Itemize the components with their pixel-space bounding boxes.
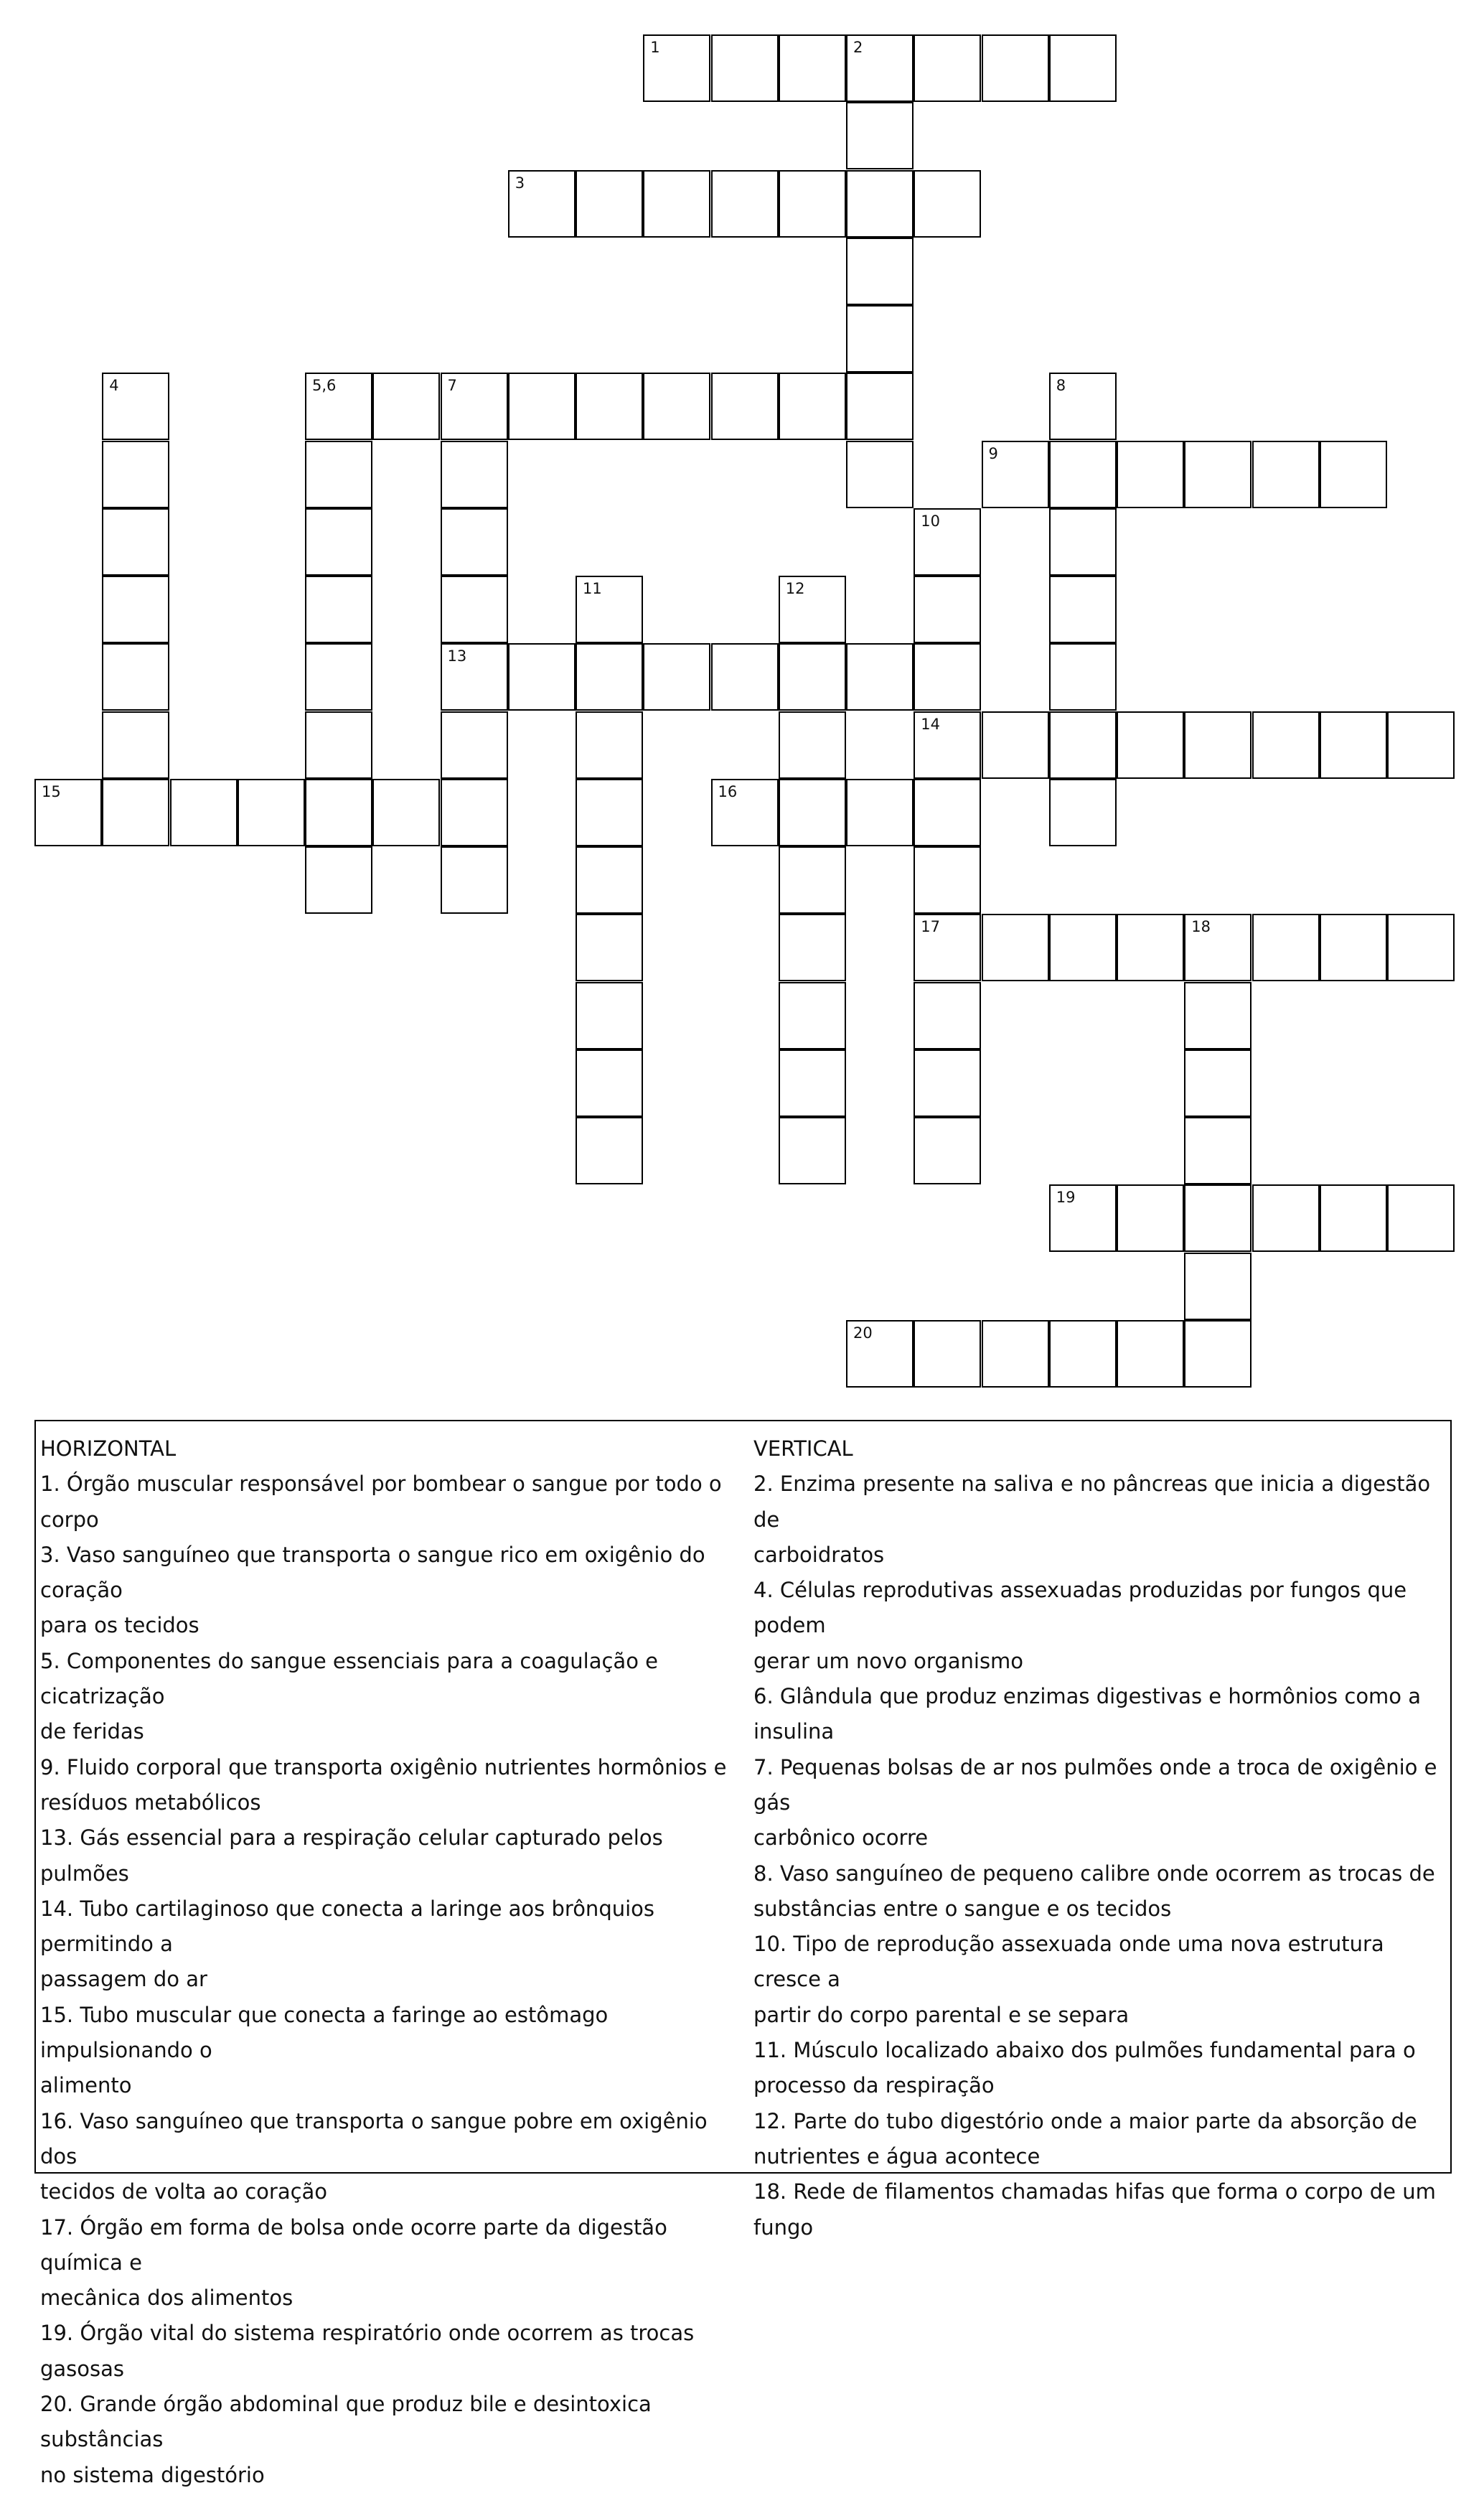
clue-line: 15. Tubo muscular que conecta a faringe ao estômago impulsionando o	[40, 2002, 609, 2063]
crossword-cell[interactable]	[779, 846, 846, 914]
crossword-cell[interactable]	[1184, 1184, 1251, 1252]
clue-number: 19	[1056, 1189, 1076, 1207]
crossword-cell[interactable]	[441, 508, 508, 576]
crossword-cell[interactable]	[1387, 711, 1455, 779]
crossword-cell[interactable]	[982, 711, 1049, 779]
clue-number: 7	[447, 377, 457, 395]
crossword-cell[interactable]	[846, 441, 914, 508]
crossword-cell[interactable]	[846, 373, 914, 440]
crossword-cell[interactable]	[102, 373, 169, 440]
crossword-cell[interactable]	[576, 711, 643, 779]
crossword-cell[interactable]	[1320, 711, 1387, 779]
crossword-cell[interactable]	[372, 779, 440, 846]
crossword-cell[interactable]	[508, 373, 576, 440]
crossword-cell[interactable]	[102, 711, 169, 779]
crossword-cell[interactable]	[305, 779, 372, 846]
crossword-cell[interactable]	[982, 34, 1049, 102]
crossword-cell[interactable]	[779, 779, 846, 846]
crossword-cell[interactable]	[102, 643, 169, 711]
crossword-cell[interactable]	[441, 779, 508, 846]
crossword-cell[interactable]	[1387, 1184, 1455, 1252]
crossword-cell[interactable]	[1049, 643, 1117, 711]
clue-number: 12	[785, 580, 805, 597]
crossword-cell[interactable]	[1049, 508, 1117, 576]
clue-line: 11. Músculo localizado abaixo dos pulmões fundamental para o	[753, 2038, 1416, 2063]
clue-line: 17. Órgão em forma de bolsa onde ocorre parte da digestão química e	[40, 2214, 667, 2275]
crossword-cell[interactable]	[1387, 914, 1455, 981]
crossword-cell[interactable]	[1184, 982, 1251, 1049]
crossword-cell[interactable]	[102, 779, 169, 846]
crossword-cell[interactable]	[779, 576, 846, 643]
crossword-cell[interactable]	[711, 643, 779, 711]
clue-line: 5. Componentes do sangue essenciais para a coagulação e cicatrização	[40, 1648, 659, 1709]
crossword-cell[interactable]	[1184, 1049, 1251, 1117]
crossword-cell[interactable]	[170, 779, 238, 846]
crossword-cell[interactable]	[1184, 1253, 1251, 1320]
crossword-cell[interactable]	[1117, 1320, 1184, 1388]
crossword-cell[interactable]	[779, 373, 846, 440]
crossword-cell[interactable]	[846, 34, 914, 102]
crossword-cell[interactable]	[576, 779, 643, 846]
clue-line: 6. Glândula que produz enzimas digestivas e hormônios como a insulina	[753, 1684, 1422, 1744]
crossword-cell[interactable]	[1184, 1320, 1251, 1388]
crossword-cell[interactable]	[914, 1320, 981, 1388]
crossword-cell[interactable]	[914, 576, 981, 643]
clue-number: 3	[515, 174, 525, 192]
crossword-cell[interactable]	[238, 779, 305, 846]
crossword-cell[interactable]	[643, 373, 710, 440]
crossword-cell[interactable]	[779, 170, 846, 238]
clue-number: 2	[853, 39, 863, 56]
clue-number: 15	[42, 782, 61, 800]
crossword-cell[interactable]	[914, 914, 981, 981]
crossword-cell[interactable]	[102, 441, 169, 508]
vertical-clues	[753, 1431, 1442, 2245]
crossword-cell[interactable]	[1117, 1184, 1184, 1252]
clue-number: 20	[853, 1324, 873, 1342]
crossword-cell[interactable]	[914, 711, 981, 779]
crossword-cell[interactable]	[305, 508, 372, 576]
clues-box	[34, 1420, 1452, 2487]
horizontal-title: HORIZONTAL	[40, 1436, 177, 1461]
crossword-cell[interactable]	[34, 779, 102, 846]
crossword-cell[interactable]	[846, 305, 914, 373]
crossword-cell[interactable]	[914, 170, 981, 238]
crossword-cell[interactable]	[846, 643, 914, 711]
clue-line: 2. Enzima presente na saliva e no pâncreas que inicia a digestão de	[753, 1472, 1431, 1532]
crossword-cell[interactable]	[441, 643, 508, 711]
clue-line: 9. Fluido corporal que transporta oxigênio nutrientes hormônios e	[40, 1754, 727, 1779]
clue-line: processo da respiração	[753, 2073, 995, 2098]
crossword-cell[interactable]	[982, 1320, 1049, 1388]
crossword-cell[interactable]	[1252, 441, 1320, 508]
crossword-cell[interactable]	[1049, 914, 1117, 981]
clue-line: gerar um novo organismo	[753, 1648, 1024, 1673]
crossword-cell[interactable]	[1184, 1117, 1251, 1184]
clue-line: 20. Grande órgão abdominal que produz bile e desintoxica substâncias	[40, 2392, 652, 2452]
crossword-cell[interactable]	[305, 643, 372, 711]
clue-line: 19. Órgão vital do sistema respiratório onde ocorrem as trocas gasosas	[40, 2321, 695, 2381]
crossword-cell[interactable]	[914, 34, 981, 102]
clue-number: 4	[109, 377, 119, 395]
clue-line: 13. Gás essencial para a respiração celular capturado pelos pulmões	[40, 1825, 663, 1886]
crossword-cell[interactable]	[441, 846, 508, 914]
crossword-cell[interactable]	[1049, 576, 1117, 643]
clue-number: 8	[1056, 377, 1066, 395]
clue-line: substâncias entre o sangue e os tecidos	[753, 1896, 1172, 1921]
clue-line: 1. Órgão muscular responsável por bombear o sangue por todo o corpo	[40, 1472, 722, 1532]
clue-line: 18. Rede de filamentos chamadas hifas que forma o corpo de um fungo	[753, 2179, 1436, 2240]
clue-number: 11	[583, 580, 602, 597]
clue-number: 1	[650, 39, 660, 56]
clue-line: carboidratos	[753, 1542, 885, 1567]
crossword-cell[interactable]	[1049, 373, 1117, 440]
crossword-cell[interactable]	[1117, 711, 1184, 779]
clue-number: 18	[1191, 918, 1211, 936]
clue-line: passagem do ar	[40, 1967, 207, 1992]
crossword-cell[interactable]	[846, 1320, 914, 1388]
crossword-cell[interactable]	[846, 779, 914, 846]
crossword-cell[interactable]	[711, 779, 779, 846]
clue-line: tecidos de volta ao coração	[40, 2179, 328, 2204]
crossword-cell[interactable]	[846, 238, 914, 305]
clue-line: partir do corpo parental e se separa	[753, 2002, 1130, 2027]
horizontal-clues	[40, 1431, 751, 2493]
clue-number: 13	[447, 647, 467, 665]
crossword-cell[interactable]	[1049, 34, 1117, 102]
crossword-cell[interactable]	[779, 982, 846, 1049]
crossword-cell[interactable]	[1320, 441, 1387, 508]
crossword-cell[interactable]	[914, 1049, 981, 1117]
crossword-cell[interactable]	[914, 643, 981, 711]
crossword-cell[interactable]	[914, 779, 981, 846]
crossword-cell[interactable]	[441, 373, 508, 440]
crossword-cell[interactable]	[982, 441, 1049, 508]
crossword-cell[interactable]	[305, 711, 372, 779]
crossword-cell[interactable]	[914, 846, 981, 914]
crossword-cell[interactable]	[576, 170, 643, 238]
crossword-cell[interactable]	[779, 643, 846, 711]
crossword-cell[interactable]	[711, 34, 779, 102]
clue-number: 17	[921, 918, 940, 936]
crossword-cell[interactable]	[1117, 441, 1184, 508]
crossword-cell[interactable]	[779, 711, 846, 779]
crossword-cell[interactable]	[305, 441, 372, 508]
crossword-cell[interactable]	[1184, 441, 1251, 508]
crossword-cell[interactable]	[441, 576, 508, 643]
clue-line: 12. Parte do tubo digestório onde a maior parte da absorção de	[753, 2108, 1417, 2133]
crossword-cell[interactable]	[576, 1049, 643, 1117]
crossword-cell[interactable]	[846, 102, 914, 169]
clue-number: 14	[921, 715, 940, 733]
clue-line: alimento	[40, 2073, 132, 2098]
crossword-cell[interactable]	[779, 1117, 846, 1184]
crossword-cell[interactable]	[1252, 711, 1320, 779]
crossword-cell[interactable]	[576, 373, 643, 440]
crossword-cell[interactable]	[982, 914, 1049, 981]
crossword-cell[interactable]	[1184, 711, 1251, 779]
crossword-cell[interactable]	[508, 643, 576, 711]
clue-line: de feridas	[40, 1719, 144, 1744]
crossword-cell[interactable]	[102, 576, 169, 643]
vertical-title: VERTICAL	[753, 1436, 853, 1461]
crossword-cell[interactable]	[305, 373, 372, 440]
crossword-cell[interactable]	[441, 441, 508, 508]
clue-line: 14. Tubo cartilaginoso que conecta a laringe aos brônquios permitindo a	[40, 1896, 655, 1957]
clue-number: 9	[988, 444, 998, 462]
clue-number: 5,6	[312, 377, 337, 395]
clue-line: no sistema digestório	[40, 2462, 265, 2487]
crossword-cell[interactable]	[102, 508, 169, 576]
crossword-cell[interactable]	[1117, 914, 1184, 981]
crossword-cell[interactable]	[305, 576, 372, 643]
crossword-cell[interactable]	[1049, 1320, 1117, 1388]
crossword-cell[interactable]	[1320, 1184, 1387, 1252]
crossword-cell[interactable]	[779, 914, 846, 981]
clue-line: 16. Vaso sanguíneo que transporta o sangue pobre em oxigênio dos	[40, 2108, 708, 2169]
clue-line: 7. Pequenas bolsas de ar nos pulmões onde a troca de oxigênio e gás	[753, 1754, 1437, 1815]
clue-number: 16	[718, 782, 738, 800]
clue-line: 4. Células reprodutivas assexuadas produzidas por fungos que podem	[753, 1578, 1407, 1638]
clue-line: mecânica dos alimentos	[40, 2286, 293, 2311]
crossword-cell[interactable]	[576, 643, 643, 711]
crossword-cell[interactable]	[846, 170, 914, 238]
crossword-cell[interactable]	[914, 508, 981, 576]
crossword-cell[interactable]	[576, 914, 643, 981]
crossword-cell[interactable]	[1049, 1184, 1117, 1252]
clue-line: 10. Tipo de reprodução assexuada onde uma nova estrutura cresce a	[753, 1932, 1384, 1992]
crossword-cell[interactable]	[1184, 914, 1251, 981]
crossword-cell[interactable]	[643, 643, 710, 711]
crossword-cell[interactable]	[441, 711, 508, 779]
crossword-cell[interactable]	[576, 846, 643, 914]
crossword-cell[interactable]	[779, 34, 846, 102]
crossword-cell[interactable]	[1049, 779, 1117, 846]
clue-number: 10	[921, 512, 940, 530]
crossword-cell[interactable]	[779, 1049, 846, 1117]
crossword-cell[interactable]	[914, 982, 981, 1049]
crossword-cell[interactable]	[508, 170, 576, 238]
crossword-cell[interactable]	[305, 846, 372, 914]
crossword-cell[interactable]	[576, 576, 643, 643]
crossword-cell[interactable]	[1320, 914, 1387, 981]
crossword-cell[interactable]	[1252, 1184, 1320, 1252]
crossword-cell[interactable]	[576, 1117, 643, 1184]
crossword-cell[interactable]	[711, 170, 779, 238]
crossword-cell[interactable]	[643, 170, 710, 238]
clue-line: resíduos metabólicos	[40, 1790, 261, 1815]
clue-line: 8. Vaso sanguíneo de pequeno calibre onde ocorrem as trocas de	[753, 1861, 1435, 1886]
crossword-cell[interactable]	[372, 373, 440, 440]
crossword-cell[interactable]	[914, 1117, 981, 1184]
clue-line: 3. Vaso sanguíneo que transporta o sangue rico em oxigênio do coração	[40, 1542, 705, 1603]
crossword-cell[interactable]	[711, 373, 779, 440]
crossword-cell[interactable]	[1252, 914, 1320, 981]
crossword-cell[interactable]	[1049, 711, 1117, 779]
crossword-cell[interactable]	[576, 982, 643, 1049]
clue-line: nutrientes e água acontece	[753, 2143, 1041, 2169]
crossword-cell[interactable]	[643, 34, 710, 102]
clue-line: para os tecidos	[40, 1613, 199, 1638]
crossword-cell[interactable]	[1049, 441, 1117, 508]
clue-line: carbônico ocorre	[753, 1825, 929, 1851]
